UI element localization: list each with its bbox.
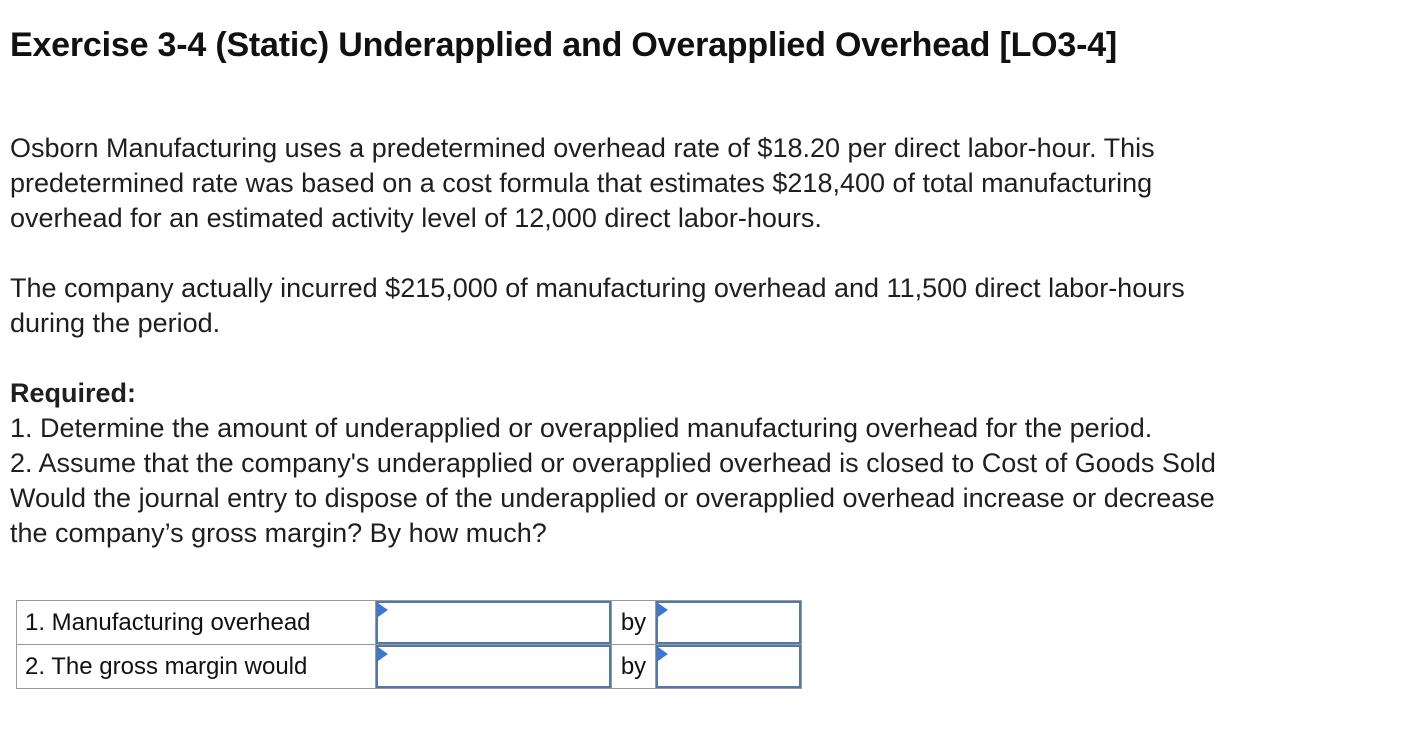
problem-paragraph-1 — [10, 131, 1155, 236]
paragraph-line: The company actually incurred $215,000 of manufacturing overhead and 11,500 direct labor-hours — [10, 273, 1185, 303]
overhead-selection-cell — [376, 601, 612, 645]
answer-table — [16, 600, 802, 689]
problem-paragraph-2 — [10, 271, 1185, 341]
overhead-amount-input[interactable] — [656, 601, 801, 644]
required-line: the company’s gross margin? By how much? — [10, 518, 547, 548]
overhead-selection-input[interactable] — [376, 601, 611, 644]
required-line: 2. Assume that the company's underapplied or overapplied overhead is closed to Cost of Goods Sold — [10, 448, 1216, 478]
gross-margin-amount-input[interactable] — [656, 645, 801, 688]
required-section — [10, 376, 1216, 551]
answer-row-1 — [17, 601, 802, 645]
answer-row-2 — [17, 645, 802, 689]
paragraph-line: predetermined rate was based on a cost formula that estimates $218,400 of total manufacturing — [10, 168, 1153, 198]
gross-margin-selection-cell — [376, 645, 612, 689]
required-line: 1. Determine the amount of underapplied or overapplied manufacturing overhead for the period. — [10, 413, 1153, 443]
answer-label: 1. Manufacturing overhead — [17, 601, 376, 645]
paragraph-line: overhead for an estimated activity level of 12,000 direct labor-hours. — [10, 203, 822, 233]
by-label: by — [612, 645, 656, 689]
required-line: Would the journal entry to dispose of the underapplied or overapplied overhead increase or decrease — [10, 483, 1215, 513]
gross-margin-amount-cell — [656, 645, 802, 689]
answer-label: 2. The gross margin would — [17, 645, 376, 689]
by-label: by — [612, 601, 656, 645]
overhead-amount-cell — [656, 601, 802, 645]
paragraph-line: Osborn Manufacturing uses a predetermined overhead rate of $18.20 per direct labor-hour. This — [10, 133, 1155, 163]
gross-margin-selection-input[interactable] — [376, 645, 611, 688]
required-heading: Required: — [10, 378, 137, 408]
paragraph-line: during the period. — [10, 308, 221, 338]
page-title: Exercise 3-4 (Static) Underapplied and Overapplied Overhead [LO3-4] — [10, 26, 1118, 64]
